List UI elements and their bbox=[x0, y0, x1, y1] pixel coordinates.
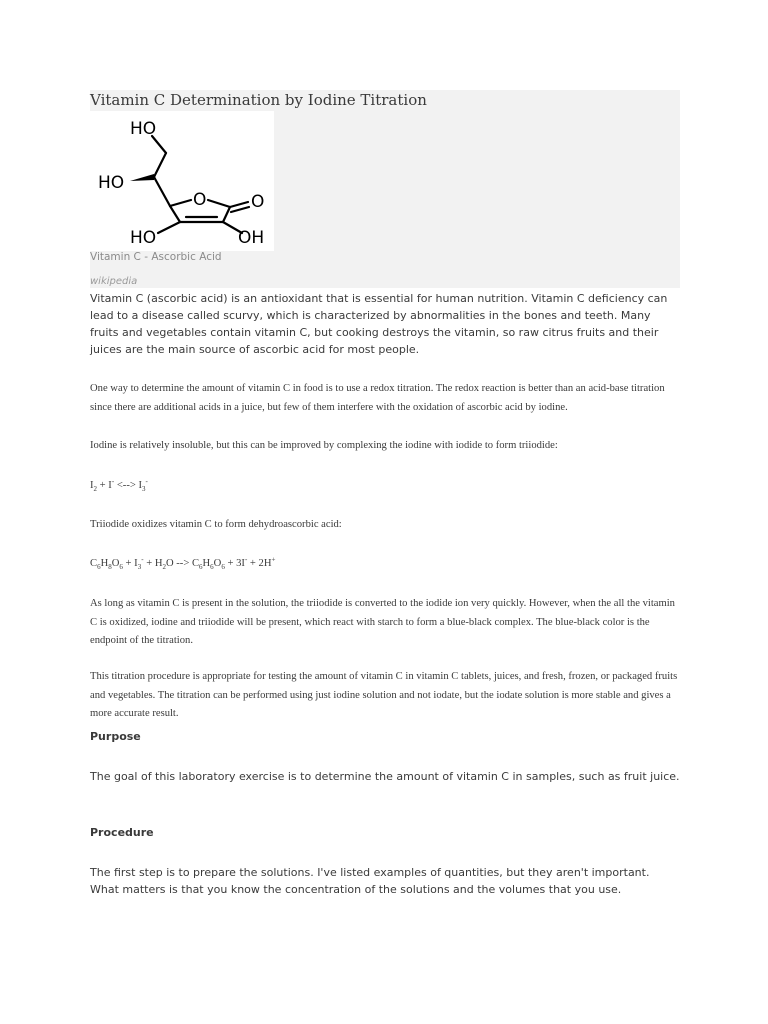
figure-credit: wikipedia bbox=[90, 276, 138, 287]
label-carbonyl-o: O bbox=[251, 192, 265, 212]
equation-oxidation: $C_6H_8O_6 + I_3^- + H_2O$ --> $C_6H_6O_6 + 3I^- + 2H^+$ bbox=[90, 555, 276, 572]
label-ring-o: O bbox=[193, 190, 207, 210]
procedure-text: The first step is to prepare the solutions. I've listed examples of quantities, but they aren't important. What matters is that you know the concentration of the solutions and the volumes that you use. bbox=[90, 866, 650, 896]
bond-chiral-ring bbox=[154, 177, 170, 206]
purpose-text: The goal of this laboratory exercise is to determine the amount of vitamin C in samples, such as fruit juice. bbox=[90, 770, 680, 783]
paragraph-iodine: Iodine is relatively insoluble, but this can be improved by complexing the iodine with iodide to form triiodide: bbox=[90, 440, 558, 451]
label-oh-bottom: OH bbox=[238, 228, 265, 248]
bond-c4-o bbox=[170, 200, 191, 206]
figure-caption: Vitamin C - Ascorbic Acid bbox=[90, 251, 222, 263]
equation-triiodide: $I_2 + I^-$ <--> $I_3^-$ bbox=[90, 477, 148, 494]
bond-c1-c2 bbox=[223, 207, 230, 222]
paragraph-endpoint: As long as vitamin C is present in the solution, the triiodide is converted to the iodide ion very quickly. However, when the all the vitamin C is oxidized, iodine and triiodide will be present, which react with starch to form a blue-black complex. The blue-black color is the endpoint of the titration. bbox=[90, 598, 675, 646]
bond-ch2-chiral bbox=[154, 153, 166, 177]
bond-c3-c4 bbox=[170, 206, 180, 222]
label-ho-bottom: HO bbox=[130, 228, 157, 248]
bond-c3-oh bbox=[158, 222, 180, 233]
label-ho-top: HO bbox=[130, 119, 157, 139]
page-title: Vitamin C Determination by Iodine Titration bbox=[90, 91, 427, 109]
intro-paragraph: Vitamin C (ascorbic acid) is an antioxidant that is essential for human nutrition. Vitamin C deficiency can lead to a disease called scurvy, which is characterized by abnormalities in the bones and teeth. Many fruits and vegetables contain vitamin C, but cooking destroys the vitamin, so raw citrus fruits and their juices are the main source of ascorbic acid for most people. bbox=[90, 292, 668, 356]
paragraph-redox: One way to determine the amount of vitamin C in food is to use a redox titration. The redox reaction is better than an acid-base titration since there are additional acids in a juice, but few of them interfere with the oxidation of ascorbic acid by iodine. bbox=[90, 383, 665, 413]
paragraph-triiodide: Triiodide oxidizes vitamin C to form dehydroascorbic acid: bbox=[90, 519, 342, 530]
bond-c1-o bbox=[230, 202, 248, 207]
wedge-bond bbox=[130, 174, 154, 181]
bond-c1-o-double bbox=[231, 207, 249, 212]
bond-o-c1 bbox=[208, 200, 230, 207]
purpose-heading: Purpose bbox=[90, 730, 141, 743]
paragraph-procedure-scope: This titration procedure is appropriate for testing the amount of vitamin C in vitamin C tablets, juices, and fresh, frozen, or packaged fruits and vegetables. The titration can be performed using just iodine solution and not iodate, but the iodate solution is more stable and gives a more accurate result. bbox=[90, 671, 678, 719]
molecule-diagram bbox=[90, 111, 274, 251]
bond-ho-ch2 bbox=[152, 136, 166, 153]
label-ho-left: HO bbox=[98, 173, 125, 193]
ascorbic-acid-structure bbox=[90, 111, 274, 251]
procedure-heading: Procedure bbox=[90, 826, 154, 839]
